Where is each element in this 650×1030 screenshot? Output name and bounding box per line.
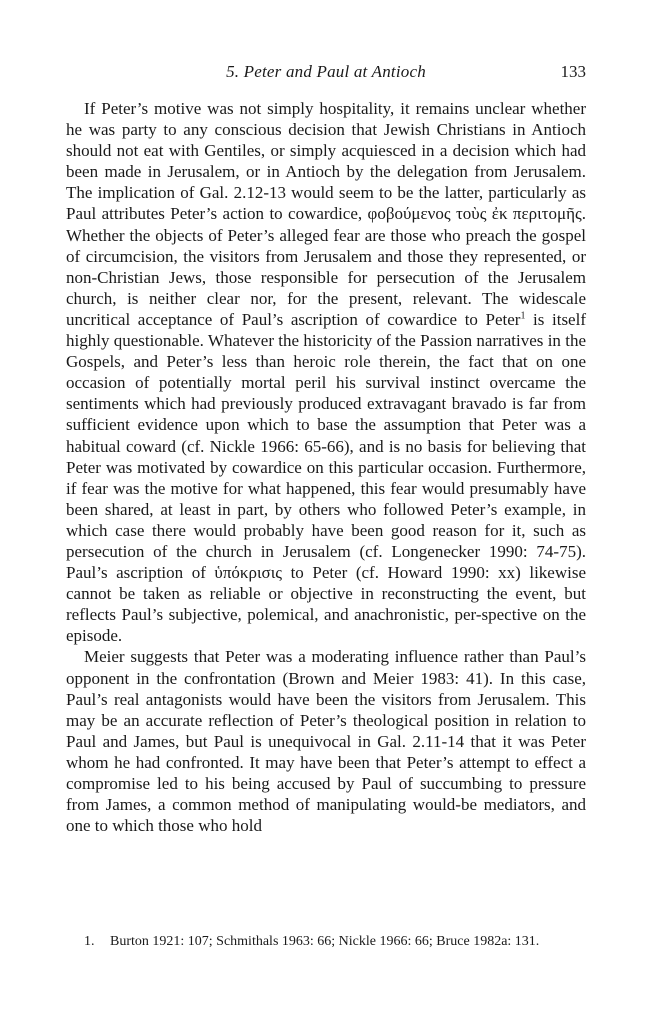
footnote-text: Burton 1921: 107; Schmithals 1963: 66; Nickle 1966: 66; Bruce 1982a: 131.: [110, 934, 540, 949]
body-text: [66, 98, 586, 836]
footnote-number: 1.: [84, 934, 95, 949]
footnote: [84, 933, 594, 951]
page-number: 133: [560, 62, 586, 81]
paragraph-1-text-a: If Peter’s motive was not simply hospitality, it remains unclear whether he was party to any conscious decision that Jewish Christians in Antioch should not eat with Gentiles, or simply acquiesced in a decision which had been made in Jerusalem, or in Antioch by the delegation from Jerusalem. The implication of Gal. 2.12-13 would seem to be the latter, particularly as Paul attributes Peter’s action to cowardice, φοβούμενος τοὺς ἐκ περιτομῆς. Whether the objects of Peter’s alleged fear are those who preach the gospel of circumcision, the visitors from Jerusalem and those they represented, or non-Christian Jews, those responsible for persecution of the Jerusalem church, is neither clear nor, for the present, relevant. The widescale uncritical acceptance of Paul’s ascription of cowardice to Peter: [66, 99, 586, 329]
paragraph-2: Meier suggests that Peter was a moderating influence rather than Paul’s opponent in the confrontation (Brown and Meier 1983: 41). In this case, Paul’s real antagonists would have been the visitors from Jerusalem. This may be an accurate reflection of Peter’s theological position in relation to Paul and James, but Paul is unequivocal in Gal. 2.11-14 that it was Peter whom he had confronted. It may have been that Peter’s attempt to effect a compromise led to his being accused by Paul of succumbing to pressure from James, a common method of manipulating would-be mediators, and one to which those who hold: [66, 647, 586, 836]
running-title: 5. Peter and Paul at Antioch: [226, 62, 426, 81]
footnote-reference: 1: [520, 310, 526, 322]
paragraph-1: [66, 98, 586, 646]
paragraph-1-text-b: is itself highly questionable. Whatever the historicity of the Passion narratives in the Gospels, and Peter’s less than heroic role therein, the fact that on one occasion of potentially mortal peril his survival instinct overcame the sentiments which had previously produced extravagant bravado is far from sufficient evidence upon which to base the assumption that Peter was a habitual coward (cf. Nickle 1966: 65-66), and is no basis for believing that Peter was motivated by cowardice on this particular occasion. Furthermore, if fear was the motive for what happened, this fear would presumably have been shared, at least in part, by others who followed Peter’s example, in which case there would probably have been good reason for it, such as persecution of the church in Jerusalem (cf. Longenecker 1990: 74-75). Paul’s ascription of ὑπόκρισις to Peter (cf. Howard 1990: xx) likewise cannot be taken as reliable or objective in reconstructing the event, but reflects Paul’s subjective, polemical, and anachronistic, per-spective on the episode.: [66, 309, 586, 646]
running-header: [66, 62, 586, 88]
